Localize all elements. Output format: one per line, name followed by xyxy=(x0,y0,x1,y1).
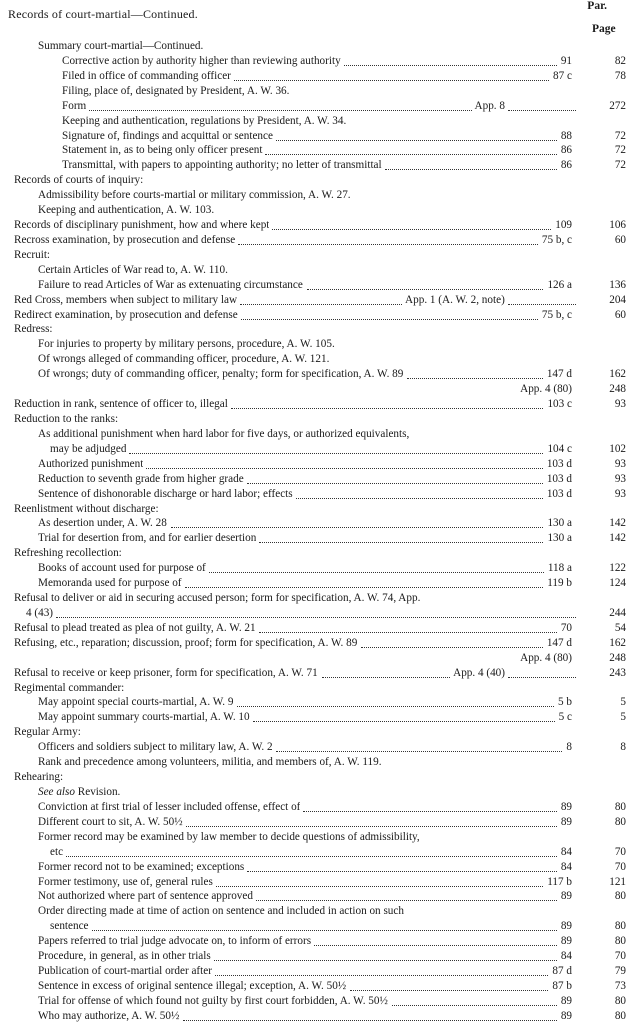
page-number: 162 xyxy=(609,636,626,649)
paragraph-number: 86 xyxy=(560,159,572,172)
entry-text: Keeping and authentication, A. W. 103. xyxy=(38,204,215,217)
entry-text: Regular Army: xyxy=(14,726,81,739)
paragraph-number: 87 c xyxy=(553,69,572,82)
page-number: 204 xyxy=(609,293,626,306)
entry-text: Records of courts of inquiry: xyxy=(14,174,144,187)
paragraph-number: 126 a xyxy=(547,278,572,291)
index-entry xyxy=(0,620,640,636)
entry-text: Regimental commander: xyxy=(14,681,125,694)
page-number: 136 xyxy=(609,278,626,291)
index-entry xyxy=(0,709,640,725)
entry-text: Records of disciplinary punishment, how and where kept xyxy=(14,219,270,232)
entry-text: Transmittal, with papers to appointing authority; no letter of transmittal xyxy=(62,159,382,172)
entry-text: Former record may be examined by law member to decide questions of admissibility, xyxy=(38,830,420,843)
index-entry xyxy=(0,635,640,651)
paragraph-number: 89 xyxy=(560,935,572,948)
paragraph-number: 109 xyxy=(555,219,572,232)
entry-text: 4 (43) xyxy=(26,606,54,619)
leader-dots xyxy=(322,661,451,678)
paragraph-number: 103 d xyxy=(546,472,572,485)
leader-dots xyxy=(256,884,557,901)
entry-text: Publication of court-martial order after xyxy=(38,965,212,978)
page-number: 248 xyxy=(609,383,626,396)
index-entry xyxy=(0,321,640,337)
leader-dots xyxy=(241,303,538,320)
page-number: 82 xyxy=(614,54,626,67)
entry-text: Sentence of dishonorable discharge or hard labor; effects xyxy=(38,487,293,500)
index-entry xyxy=(0,530,640,546)
entry-text: For injuries to property by military persons, procedure, A. W. 105. xyxy=(38,338,335,351)
entry-text: Of wrongs alleged of commanding officer, procedure, A. W. 121. xyxy=(38,353,330,366)
entry-text: Conviction at first trial of lesser included offense, effect of xyxy=(38,800,301,813)
index-entry xyxy=(0,769,640,785)
paragraph-number: 8 xyxy=(566,741,572,754)
page-number: 162 xyxy=(609,368,626,381)
entry-text: Form xyxy=(62,99,87,112)
entry-text: Who may authorize, A. W. 50½ xyxy=(38,1009,180,1022)
entry-text: Refreshing recollection: xyxy=(14,547,122,560)
index-entry xyxy=(0,739,640,755)
appendix-reference: App. 4 (40) xyxy=(453,666,505,679)
page-number: 70 xyxy=(614,950,626,963)
entry-text: Refusal to receive or keep prisoner, form for specification, A. W. 71 xyxy=(14,666,318,679)
leader-dots xyxy=(238,228,538,245)
leader-dots xyxy=(234,64,549,81)
paragraph-number: 5 b xyxy=(558,696,572,709)
entry-text: Memoranda used for purpose of xyxy=(38,577,182,590)
entry-text: Corrective action by authority higher than reviewing authority xyxy=(62,54,341,67)
entry-text: May appoint summary courts-martial, A. W. 10 xyxy=(38,711,250,724)
page-number: 93 xyxy=(614,457,626,470)
paragraph-number: 117 b xyxy=(547,875,572,888)
leader-dots xyxy=(296,482,543,499)
index-entry xyxy=(0,187,640,203)
index-entry xyxy=(0,754,640,770)
index-entry xyxy=(0,665,640,681)
page-number: 121 xyxy=(609,875,626,888)
index-entry xyxy=(0,172,640,188)
leader-dots xyxy=(253,705,554,722)
index-entry xyxy=(0,575,640,591)
index-entry xyxy=(0,1008,640,1024)
page-number: 272 xyxy=(609,99,626,112)
index-entry xyxy=(0,336,640,352)
entry-text: Officers and soldiers subject to military law, A. W. 2 xyxy=(38,741,273,754)
paragraph-number: 89 xyxy=(560,890,572,903)
page-number: 142 xyxy=(609,532,626,545)
entry-text: Keeping and authentication, regulations by President, A. W. 34. xyxy=(62,114,347,127)
par-column-heading: Par. xyxy=(587,0,607,12)
leader-dots xyxy=(508,94,576,111)
page-number: 80 xyxy=(614,935,626,948)
paragraph-number: 5 c xyxy=(558,711,572,724)
entry-text: Sentence in excess of original sentence illegal; exception, A. W. 50½ xyxy=(38,979,347,992)
entry-text: Red Cross, members when subject to military law xyxy=(14,293,238,306)
page-number: 93 xyxy=(614,472,626,485)
entry-text: Summary court-martial—Continued. xyxy=(38,40,204,52)
appendix-reference: App. 4 (80) xyxy=(520,651,572,664)
index-entry xyxy=(0,411,640,427)
paragraph-number: 84 xyxy=(560,950,572,963)
entry-text: Reduction to the ranks: xyxy=(14,413,119,425)
paragraph-number: 84 xyxy=(560,860,572,873)
index-entry xyxy=(0,98,640,114)
page-number: 80 xyxy=(614,994,626,1007)
paragraph-number: 147 d xyxy=(546,636,572,649)
paragraph-number: 89 xyxy=(560,800,572,813)
index-entry xyxy=(0,366,640,382)
page-number: 248 xyxy=(609,651,626,664)
appendix-reference: App. 4 (80) xyxy=(520,383,572,396)
paragraph-number: 84 xyxy=(560,845,572,858)
paragraph-number: 119 b xyxy=(547,577,572,590)
entry-text: Refusal to plead treated as plea of not guilty, A. W. 21 xyxy=(14,621,256,634)
paragraph-number: 88 xyxy=(560,129,572,142)
entry-text: Failure to read Articles of War as extenuating circumstance xyxy=(38,278,303,291)
leader-dots xyxy=(89,94,471,111)
paragraph-number: 103 d xyxy=(546,457,572,470)
entry-text: Trial for offense of which found not guilty by first court forbidden, A. W. 50½ xyxy=(38,994,388,1007)
entry-text: Rank and precedence among volunteers, militia, and members of, A. W. 119. xyxy=(38,756,382,769)
page-number: 72 xyxy=(614,129,626,142)
paragraph-number: 103 c xyxy=(547,398,572,411)
entry-text: may be adjudged xyxy=(50,442,127,455)
leader-dots xyxy=(361,631,543,648)
entry-text: Former testimony, use of, general rules xyxy=(38,875,213,888)
paragraph-number: 104 c xyxy=(547,442,572,455)
page-number: 60 xyxy=(614,233,626,246)
page-number: 106 xyxy=(609,219,626,232)
entry-text: Procedure, in general, as in other trials xyxy=(38,950,211,963)
leader-dots xyxy=(185,571,544,588)
index-entry xyxy=(0,307,640,323)
paragraph-number: 86 xyxy=(560,144,572,157)
entry-text: Refusal to deliver or aid in securing accused person; form for specification, A. W. 74, App. xyxy=(14,592,421,605)
leader-dots xyxy=(231,392,544,409)
page-number: 102 xyxy=(609,442,626,455)
appendix-reference: App. 1 (A. W. 2, note) xyxy=(405,293,505,306)
entry-text: etc xyxy=(50,845,64,858)
page-number: 243 xyxy=(609,666,626,679)
paragraph-number: 89 xyxy=(560,920,572,933)
page-number: 122 xyxy=(609,562,626,575)
entry-text: Recross examination, by prosecution and defense xyxy=(14,233,236,246)
page-number: 80 xyxy=(614,920,626,933)
paragraph-number: 91 xyxy=(560,54,572,67)
index-entry xyxy=(0,486,640,502)
entry-text: Statement in, as to being only officer present xyxy=(62,144,263,157)
entry-text: Not authorized where part of sentence approved xyxy=(38,890,253,903)
page-number: 5 xyxy=(620,696,626,709)
paragraph-number: 89 xyxy=(560,994,572,1007)
page-column-heading: Page xyxy=(592,23,616,35)
leader-dots xyxy=(186,810,556,827)
entry-text: Reduction to seventh grade from higher grade xyxy=(38,472,244,485)
entry-text: Redirect examination, by prosecution and defense xyxy=(14,308,238,321)
entry-text: Recruit: xyxy=(14,248,51,261)
index-entry xyxy=(0,157,640,173)
page-number: 78 xyxy=(614,69,626,82)
entry-text: Certain Articles of War read to, A. W. 110. xyxy=(38,263,228,276)
entry-text: See also Revision. xyxy=(38,786,121,798)
entry-text: Signature of, findings and acquittal or sentence xyxy=(62,129,273,142)
entry-text: Former record not to be examined; exceptions xyxy=(38,860,245,873)
paragraph-number: 70 xyxy=(560,621,572,634)
leader-dots xyxy=(508,661,576,678)
page-number: 70 xyxy=(614,860,626,873)
entry-text: Redress: xyxy=(14,323,53,336)
paragraph-number: 130 a xyxy=(547,532,572,545)
index-entry xyxy=(0,396,640,412)
page-number: 80 xyxy=(614,890,626,903)
entry-text: Authorized punishment xyxy=(38,457,144,470)
entry-text: Books of account used for purpose of xyxy=(38,562,206,575)
paragraph-number: 103 d xyxy=(546,487,572,500)
index-entry xyxy=(0,888,640,904)
entry-text: Refusing, etc., reparation; discussion, proof; form for specification, A. W. 89 xyxy=(14,636,358,649)
index-entry xyxy=(0,68,640,84)
page-number: 72 xyxy=(614,159,626,172)
entry-text: Different court to sit, A. W. 50½ xyxy=(38,815,183,828)
paragraph-number: 118 a xyxy=(547,562,572,575)
entry-text: Rehearing: xyxy=(14,771,64,784)
leader-dots xyxy=(183,1004,557,1021)
entry-text: Filing, place of, designated by President, A. W. 36. xyxy=(62,84,290,97)
entry-text: Filed in office of commanding officer xyxy=(62,69,231,82)
paragraph-number: 87 b xyxy=(552,979,572,992)
index-entry xyxy=(0,247,640,263)
page-number: 244 xyxy=(609,606,626,619)
page-number: 124 xyxy=(609,577,626,590)
page-number: 93 xyxy=(614,398,626,411)
entry-text: sentence xyxy=(50,920,89,933)
page-number: 60 xyxy=(614,308,626,321)
paragraph-number: 89 xyxy=(560,1009,572,1022)
running-header: Records of court-martial—Continued. xyxy=(8,7,198,21)
entry-text: Order directing made at time of action on sentence and included in action on such xyxy=(38,905,404,918)
page-number: 54 xyxy=(614,621,626,634)
paragraph-number: 147 d xyxy=(546,368,572,381)
entry-text: Papers referred to trial judge advocate on, to inform of errors xyxy=(38,935,312,948)
page-number: 93 xyxy=(614,487,626,500)
page-number: 5 xyxy=(620,711,626,724)
index-entry xyxy=(0,351,640,367)
entry-text: Reenlistment without discharge: xyxy=(14,502,159,515)
page-number: 80 xyxy=(614,1009,626,1022)
entry-text: Of wrongs; duty of commanding officer, penalty; form for specification, A. W. 89 xyxy=(38,368,404,381)
entry-text: As desertion under, A. W. 28 xyxy=(38,517,167,530)
page-number: 72 xyxy=(614,144,626,157)
paragraph-number: 87 d xyxy=(552,965,572,978)
appendix-reference: App. 8 xyxy=(474,99,505,112)
entry-text: Trial for desertion from, and for earlier desertion xyxy=(38,532,257,545)
page-number: 142 xyxy=(609,517,626,530)
paragraph-number: 89 xyxy=(560,815,572,828)
index-entry xyxy=(0,232,640,248)
page-number: 70 xyxy=(614,845,626,858)
leader-dots xyxy=(259,526,543,543)
entry-text: Admissibility before courts-martial or military commission, A. W. 27. xyxy=(38,189,351,202)
paragraph-number: 75 b, c xyxy=(541,308,572,321)
entry-text: Reduction in rank, sentence of officer to, illegal xyxy=(14,398,228,411)
page-number: 79 xyxy=(614,965,626,978)
entry-text: May appoint special courts-martial, A. W. 9 xyxy=(38,696,234,709)
paragraph-number: 75 b, c xyxy=(541,233,572,246)
paragraph-number: 130 a xyxy=(547,517,572,530)
index-entry xyxy=(0,814,640,830)
entry-text: As additional punishment when hard labor for five days, or authorized equivalents, xyxy=(38,427,410,440)
page-number: 73 xyxy=(614,979,626,992)
page-number: 8 xyxy=(620,741,626,754)
page-number: 80 xyxy=(614,800,626,813)
page-number: 80 xyxy=(614,815,626,828)
